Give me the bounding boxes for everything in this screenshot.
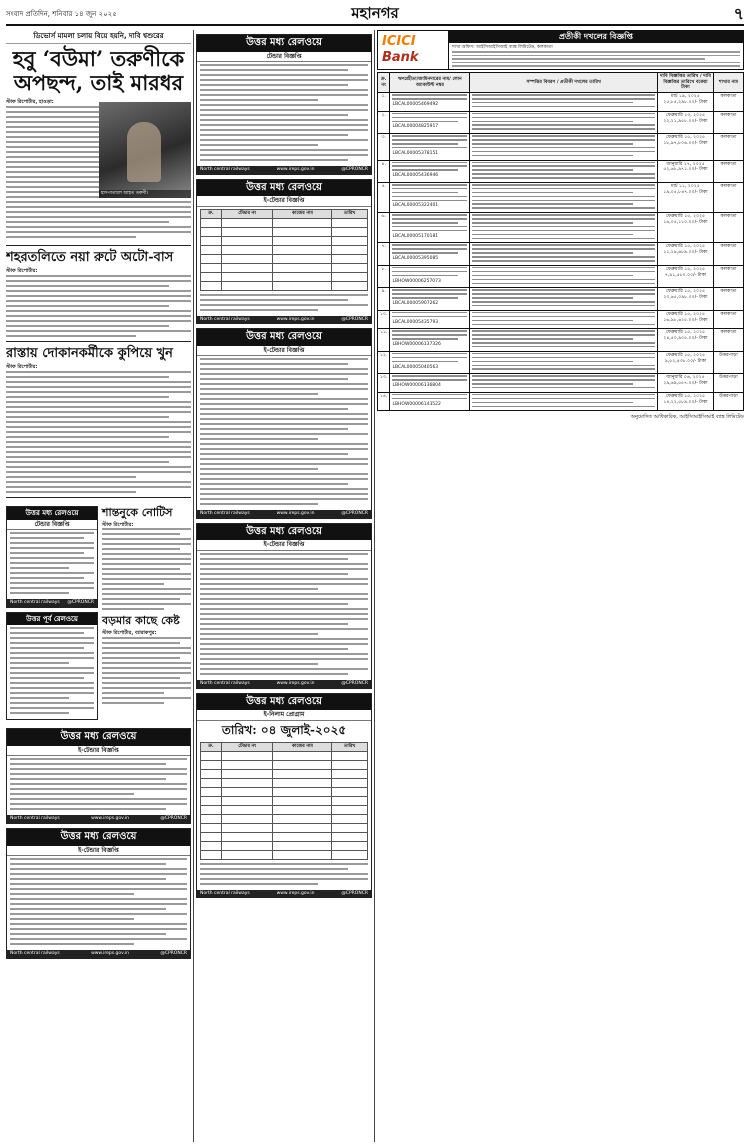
table-row: ৩. LBCAL00005378151 ফেব্রুয়ারি ১৫, ২০২৫ ১৮,৯৭,৮০৬.০০/- টাকা কলকাতা [378,134,744,160]
branch-name: কলকাতা [714,213,744,243]
column-divider [374,30,375,1142]
demand-date: ফেব্রুয়ারি ১৫, ২০২৫ [665,352,706,358]
tender-column [196,30,372,1142]
story-byline: স্টাফ রিপোর্টার, ব্যারাকপুর: [102,630,157,637]
story-byline: স্টাফ রিপোর্টার: [102,521,134,528]
demand-amount: ২৪,৫০,৯০৫.০০/- টাকা [663,336,708,342]
demand-date: ফেব্রুয়ারি ১৫, ২০২৫ [665,311,706,317]
loan-account: LBCAL00005907262 [392,301,439,307]
lead-story [6,99,191,241]
lead-kicker: ডিভোর্স মামলা চলায় বিয়ে হয়নি, দাবি শ্বশুরের [6,30,191,44]
lead-headline: হবু ‘বউমা’ তরুণীকে অপছন্দ, তাই মারধর [12,45,185,95]
branch-name: কলকাতা [714,265,744,287]
loan-account: LBHOW00006143522 [392,401,441,407]
loan-account: LBCAL00005469492 [392,101,439,107]
table-row: ১. LBCAL00005469492 মার্চ ১৯, ২০২৫ ২৫,৮৫,২৯৮.০০/- টাকা কলকাতা [378,93,744,112]
railway-notice: উত্তর মধ্য রেলওয়ে ই-টেন্ডার বিজ্ঞপ্তি North central railways www.ireps.gov.in @CPRONCR [6,728,191,824]
branch-name: উত্তরপাড়া [714,392,744,411]
story-headline: শহরতলিতে নয়া রুটে অটো-বাস [6,249,174,265]
railway-notice: উত্তর মধ্য রেলওয়ে ই-টেন্ডার বিজ্ঞপ্তি North central railways www.ireps.gov.in @CPRONCR [196,523,372,689]
masthead [6,4,744,26]
lead-byline: স্টাফ রিপোর্টার, হাওড়া: [6,99,54,106]
branch-name: কলকাতা [714,160,744,182]
railway-notice: উত্তর পূর্ব রেলওয়ে [6,612,98,721]
icici-header: ICICI Bank প্রতীকী দখলের বিজ্ঞপ্তি শাখা অফিস: আইসিআইসিআই ব্যাঙ্ক লিমিটেড, কলকাতা [377,30,744,70]
table-row: ৪. LBCAL00005436946 জানুয়ারি ২৭, ২০২৫ ৫২,৬৮,৯৭১.০০/- টাকা কলকাতা [378,160,744,182]
story-headline: রাস্তায় দোকানকর্মীকে কুপিয়ে খুন [6,345,173,361]
page-number: ৭ [733,4,744,23]
icici-logo: ICICI Bank [382,33,419,65]
auction-table: ক্র. টেন্ডার নং কাজের নাম তারিখ [200,742,368,860]
column-divider [193,30,194,1142]
branch-name: কলকাতা [714,310,744,329]
loan-account: LBHOW00006136804 [392,383,441,389]
demand-date: ফেব্রুয়ারি ১৫, ২০২৫ [665,135,706,141]
demand-amount: ৫২,৬৮,৯৭১.০০/- টাকা [663,167,708,173]
possession-table: ক্র. নং ঋণগ্রহীতা/জামিনদারের নাম/ লোন অ্যাকাউন্ট নম্বর সম্পত্তির বিবরণ / প্রতীকী দখলের তারিখ দাবি বিজ্ঞপ্তির তারিখ / দাবি বিজ্ঞপ্তির তারিখে বকেয়া টাকা শাখার নাম ১. LBCAL00005469492 মার্চ ১৯, ২০২৫ ২৫,৮৫,২৯৮.০০/- টাকা কলকাতা ২. LBCAL00004825917 ফেব্রুয়ারি ১৩, ২০২৫ ২২,২১,৯৫৮.০০/- টাকা কলকাতা ৩. LBCAL00005378151 ফেব্রুয়ারি ১৫, ২০২৫ ১৮,৯৭,৮০৬.০০/- টাকা কলকাতা ৪. LBCAL00005436946 জানুয়ারি ২৭, ২০২৫ ৫২,৬৮,৯৭১.০০/- টাকা কলকাতা ৫. LBCAL00005322401 মার্চ ১১, ২০২৫ ১৯,০৫,৮৪৭.০০/- টাকা কলকাতা ৬. LBCAL00005170181 ফেব্রুয়ারি ১৫, ২০২৫ ১৬,০৫,১১০.০০/- টাকা কলকাতা ৭. LBCAL00005395085 ফেব্রুয়ারি ১৫, ২০২৫ ১১,২৯,৬৮৯.০০/- টাকা কলকাতা ৮. LBHOW00006257073 ফেব্রুয়ারি ১৫, ২০২৫ ৭,৯১,৫৮০.০০/- টাকা কলকাতা ৯. LBCAL00005907262 ফেব্রুয়ারি ১৫, ২০২৫ ২০,৬৫,০৯৮.০০/- টাকা কলকাতা ১০. LBCAL00005435793 ফেব্রুয়ারি ১৫, ২০২৫ ১৬,৯৮,৬২৫.০০/- টাকা কলকাতা ১১. LBHOW00006137326 ফেব্রুয়ারি ১৫, ২০২৫ ২৪,৫০,৯০৫.০০/- টাকা কলকাতা ১২. LBCAL00005040563 ফেব্রুয়ারি ১৫, ২০২৫ ৯,৫২,৪৩৮.০০/- টাকা উত্তরপাড়া ১৩. LBHOW00006136804 জানুয়ারি ০৬, ২০২৫ ২৯,৬৯,৫৫৭.০০/- টাকা উত্তরপাড়া ১৪. LBHOW00006143522 ফেব্রুয়ারি ১৫, ২০২৫ ১৪,২২,৫৮৯.০০/- টাকা উত্তরপাড়া [377,72,744,411]
demand-amount: ১৬,৯৮,৬২৫.০০/- টাকা [663,317,708,323]
news-column [6,30,191,1142]
table-row: ৮. LBHOW00006257073 ফেব্রুয়ারি ১৫, ২০২৫ ৭,৯১,৫৮০.০০/- টাকা কলকাতা [378,265,744,287]
demand-amount: ২০,৬৫,০৯৮.০০/- টাকা [663,295,708,301]
article-text [6,371,191,493]
branch-name: কলকাতা [714,93,744,112]
table-row: ৭. LBCAL00005395085 ফেব্রুয়ারি ১৫, ২০২৫ ১১,২৯,৬৮৯.০০/- টাকা কলকাতা [378,243,744,265]
railway-notice: উত্তর মধ্য রেলওয়ে টেন্ডার বিজ্ঞপ্তি North central railways www.ireps.gov.in @CPRONCR [196,34,372,175]
loan-account: LBHOW00006257073 [392,278,441,284]
demand-date: ফেব্রুয়ারি ১৫, ২০২৫ [665,393,706,399]
article-text [102,528,191,610]
demand-amount: ২৯,৬৯,৫৫৭.০০/- টাকা [663,381,708,387]
section-title: মহানগর [351,4,399,22]
table-row: ১৪. LBHOW00006143522 ফেব্রুয়ারি ১৫, ২০২৫ ১৪,২২,৫৮৯.০০/- টাকা উত্তরপাড়া [378,392,744,411]
railway-notice: উত্তর মধ্য রেলওয়ে টেন্ডার বিজ্ঞপ্তি North central railways @CPRONCR [6,506,98,608]
branch-name: কলকাতা [714,134,744,160]
demand-amount: ১১,২৯,৬৮৯.০০/- টাকা [663,250,708,256]
loan-account: LBCAL00005378151 [392,150,439,156]
loan-account: LBCAL00004825917 [392,124,439,130]
demand-date: ফেব্রুয়ারি ১৫, ২০২৫ [665,266,706,272]
branch-name: কলকাতা [714,243,744,265]
demand-date: জানুয়ারি ০৬, ২০২৫ [666,375,705,381]
branch-name: কলকাতা [714,111,744,133]
railway-notice: উত্তর মধ্য রেলওয়ে ই-টেন্ডার বিজ্ঞপ্তি North central railways www.ireps.gov.in @CPRONCR [6,828,191,959]
table-row: ১০. LBCAL00005435793 ফেব্রুয়ারি ১৫, ২০২৫ ১৬,৯৮,৬২৫.০০/- টাকা কলকাতা [378,310,744,329]
demand-date: ফেব্রুয়ারি ১৫, ২০২৫ [665,330,706,336]
table-row: ৯. LBCAL00005907262 ফেব্রুয়ারি ১৫, ২০২৫ ২০,৬৫,০৯৮.০০/- টাকা কলকাতা [378,288,744,310]
demand-amount: ৭,৯১,৫৮০.০০/- টাকা [664,272,707,278]
demand-date: মার্চ ১৯, ২০২৫ [671,94,700,100]
branch-name: কলকাতা [714,329,744,351]
railway-notice: উত্তর মধ্য রেলওয়ে ই-নিলাম প্রোগ্রাম তারিখ: ০৪ জুলাই-২০২৫ ক্র. টেন্ডার নং কাজের নাম তারিখ North central railways www.ireps.gov.in @CPRONCR [196,693,372,899]
loan-account: LBCAL00005435793 [392,319,439,325]
story-byline: স্টাফ রিপোর্টার: [6,268,38,275]
issue-date: সংবাদ প্রতিদিন, শনিবার ১৪ জুন ২০২৫ [6,10,117,18]
table-row: ৫. LBCAL00005322401 মার্চ ১১, ২০২৫ ১৯,০৫,৮৪৭.০০/- টাকা কলকাতা [378,183,744,213]
icici-notice [377,30,744,1142]
tender-table: ক্র. টেন্ডার নং কাজের নাম তারিখ [200,209,368,291]
loan-account: LBCAL00005040563 [392,364,439,370]
demand-amount: ১৮,৯৭,৮০৬.০০/- টাকা [663,140,708,146]
photo-caption: হাসপাতালে আহত তরুণী। [99,190,191,198]
signatory: অনুমোদিত আধিকারিক, আইসিআইসিআই ব্যাঙ্ক লিমিটেড [630,414,744,421]
loan-account: LBCAL00005436946 [392,173,439,179]
demand-amount: ১৬,০৫,১১০.০০/- টাকা [663,219,708,225]
demand-amount: ২২,২১,৯৫৮.০০/- টাকা [663,118,708,124]
story-headline: বড়মার কাছে কেষ্ট [102,614,180,628]
branch-name: উত্তরপাড়া [714,351,744,373]
demand-date: ফেব্রুয়ারি ১৫, ২০২৫ [665,289,706,295]
demand-amount: ১৪,২২,৫৮৯.০০/- টাকা [663,399,708,405]
story-headline: শান্তনুকে নোটিস [102,505,173,519]
demand-date: মার্চ ১১, ২০২৫ [671,184,700,190]
loan-account: LBCAL00005322401 [392,203,439,209]
table-row: ২. LBCAL00004825917 ফেব্রুয়ারি ১৩, ২০২৫ ২২,২১,৯৫৮.০০/- টাকা কলকাতা [378,111,744,133]
railway-notice: উত্তর মধ্য রেলওয়ে ই-টেন্ডার বিজ্ঞপ্তি ক্র. টেন্ডার নং কাজের নাম তারিখ North central railways www.ireps.gov.in @CPRONCR [196,179,372,325]
article-text [102,637,191,704]
loan-account: LBCAL00005395085 [392,256,439,262]
demand-date: জানুয়ারি ২৭, ২০২৫ [666,161,705,167]
branch-name: কলকাতা [714,288,744,310]
demand-amount: ২৫,৮৫,২৯৮.০০/- টাকা [663,99,708,105]
railway-notice: উত্তর মধ্য রেলওয়ে ই-টেন্ডার বিজ্ঞপ্তি North central railways www.ireps.gov.in @CPRONCR [196,328,372,519]
table-row: ৬. LBCAL00005170181 ফেব্রুয়ারি ১৫, ২০২৫ ১৬,০৫,১১০.০০/- টাকা কলকাতা [378,213,744,243]
table-row: ১২. LBCAL00005040563 ফেব্রুয়ারি ১৫, ২০২৫ ৯,৫২,৪৩৮.০০/- টাকা উত্তরপাড়া [378,351,744,373]
demand-date: ফেব্রুয়ারি ১৩, ২০২৫ [665,112,706,118]
demand-date: ফেব্রুয়ারি ১৫, ২০২৫ [665,244,706,250]
demand-amount: ৯,৫২,৪৩৮.০০/- টাকা [664,358,707,364]
loan-account: LBCAL00005170181 [392,233,439,239]
notice-title: প্রতীকী দখলের বিজ্ঞপ্তি [449,31,743,43]
article-text [6,275,191,337]
branch-name: কলকাতা [714,183,744,213]
story-byline: স্টাফ রিপোর্টার: [6,364,38,371]
loan-account: LBHOW00006137326 [392,342,441,348]
branch-name: উত্তরপাড়া [714,374,744,393]
table-row: ১৩. LBHOW00006136804 জানুয়ারি ০৬, ২০২৫ ২৯,৬৯,৫৫৭.০০/- টাকা উত্তরপাড়া [378,374,744,393]
table-row: ১১. LBHOW00006137326 ফেব্রুয়ারি ১৫, ২০২৫ ২৪,৫০,৯০৫.০০/- টাকা কলকাতা [378,329,744,351]
demand-amount: ১৯,০৫,৮৪৭.০০/- টাকা [663,189,708,195]
lead-photo [99,102,191,198]
demand-date: ফেব্রুয়ারি ১৫, ২০২৫ [665,214,706,220]
